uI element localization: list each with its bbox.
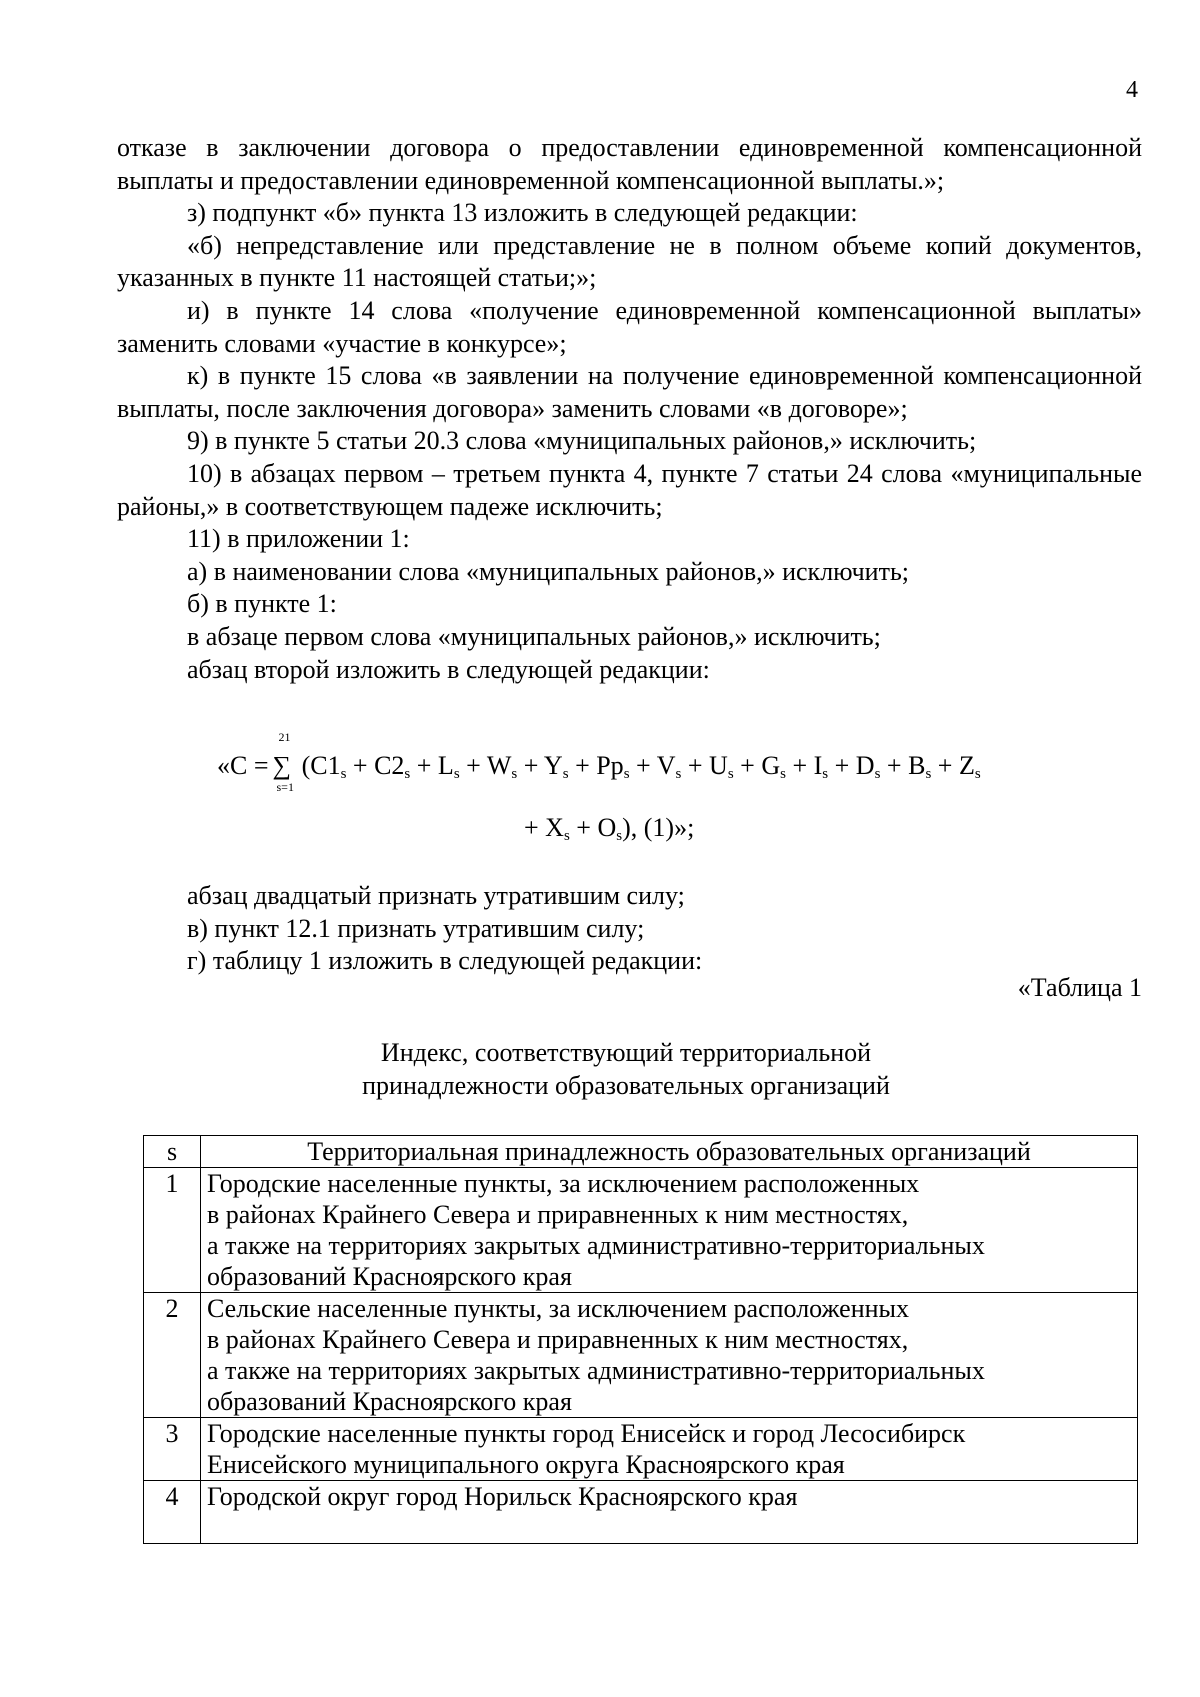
paragraph: отказе в заключении договора о предоставлении единовременной компенсационной выплаты и предоставлении единовременной компенсационной выплаты.»; (117, 133, 1142, 195)
paragraph: а) в наименовании слова «муниципальных районов,» исключить; (187, 556, 910, 586)
formula-terms (295, 751, 981, 780)
formula-subscript: s (340, 766, 347, 782)
formula-suffix: ), (1)»; (622, 813, 695, 842)
formula-term: + W (459, 751, 512, 780)
cell-text-line: Городские населенные пункты город Енисейск и город Лесосибирск (207, 1419, 966, 1448)
table-caption: «Таблица 1 (1017, 973, 1142, 1002)
table-title-line: принадлежности образовательных организаций (362, 1071, 890, 1100)
paragraph: в) пункт 12.1 признать утратившим силу; (187, 913, 645, 943)
formula-subscript: s (925, 766, 932, 782)
formula-terms (524, 813, 622, 842)
formula-subscript: s (822, 766, 829, 782)
formula-subscript: s (874, 766, 881, 782)
paragraph: б) в пункте 1: (187, 589, 337, 619)
cell-index: 3 (144, 1418, 201, 1481)
formula-prefix: «C = (217, 751, 269, 780)
cell-territory (201, 1418, 1138, 1481)
paragraph: 9) в пункте 5 статьи 20.3 слова «муниципальных районов,» исключить; (187, 426, 977, 456)
document-body-continued (117, 880, 1142, 978)
formula-term: + Pp (568, 751, 624, 780)
paragraph: «б) непредставление или представление не в полном объеме копий документов, указанных в пункте 11 настоящей статьи;»; (117, 230, 1142, 293)
cell-index: 4 (144, 1481, 201, 1544)
cell-text-line: в районах Крайнего Севера и приравненных к ним местностях, (207, 1325, 909, 1354)
paragraph: 10) в абзацах первом – третьем пункта 4, пункте 7 статьи 24 слова «муниципальные районы,» в соответствующем падеже исключить; (117, 458, 1142, 521)
table-row (144, 1293, 1138, 1418)
formula-term: + L (410, 751, 454, 780)
paragraph: и) в пункте 14 слова «получение единовременной компенсационной выплаты» заменить словами «участие в конкурсе»; (117, 295, 1142, 358)
cell-territory (201, 1481, 1138, 1544)
cell-text-line: Енисейского муниципального округа Красноярского края (207, 1450, 845, 1479)
table-title-line: Индекс, соответствующий территориальной (380, 1038, 872, 1067)
formula-subscript: s (623, 766, 630, 782)
cell-text-line: Сельские населенные пункты, за исключением расположенных (207, 1294, 909, 1323)
sum-sign: ∑ 21 s=1 (272, 730, 294, 794)
column-header-s: s (144, 1136, 201, 1168)
paragraph: абзац двадцатый признать утратившим силу; (187, 881, 685, 910)
formula-subscript: s (404, 766, 411, 782)
column-header-territory: Территориальная принадлежность образовательных организаций (201, 1136, 1138, 1168)
formula-term: + Z (931, 751, 975, 780)
formula-term: (C1 (295, 751, 341, 780)
formula-term: + X (524, 813, 564, 842)
formula-term: + I (785, 751, 823, 780)
formula-term: + D (828, 751, 875, 780)
formula-subscript: s (780, 766, 786, 782)
cell-text-line: а также на территориях закрытых административно-территориальных (207, 1356, 985, 1385)
formula-term: + B (880, 751, 926, 780)
formula-line-2 (524, 815, 694, 844)
table-row (144, 1168, 1138, 1293)
formula-term: + U (681, 751, 728, 780)
formula-term: + Y (517, 751, 563, 780)
formula-line-1 (217, 730, 981, 794)
formula-subscript: s (727, 766, 734, 782)
page-number: 4 (1126, 77, 1138, 103)
formula-term: + O (569, 813, 617, 842)
table-header-row (144, 1136, 1138, 1168)
document-body (117, 132, 1142, 686)
cell-text-line: в районах Крайнего Севера и приравненных к ним местностях, (207, 1200, 909, 1229)
paragraph: к) в пункте 15 слова «в заявлении на получение единовременной компенсационной выплаты, после заключения договора» заменить словами «в договоре»; (117, 361, 1142, 423)
formula-subscript: s (675, 766, 682, 782)
paragraph: абзац второй изложить в следующей редакции: (187, 654, 710, 684)
cell-text-line: образований Красноярского края (207, 1387, 572, 1416)
paragraph: в абзаце первом слова «муниципальных районов,» исключить; (187, 621, 881, 651)
formula-subscript: s (616, 828, 623, 844)
paragraph: з) подпункт «б» пункта 13 изложить в следующей редакции: (187, 198, 858, 228)
sum-lower-limit: s=1 (276, 780, 294, 794)
cell-text-line: Городской округ город Норильск Красноярского края (207, 1482, 798, 1511)
index-table (143, 1135, 1138, 1544)
cell-index: 2 (144, 1293, 201, 1418)
paragraph: г) таблицу 1 изложить в следующей редакции: (187, 946, 703, 976)
formula-term: + V (629, 751, 676, 780)
formula-term: + G (733, 751, 781, 780)
cell-territory (201, 1168, 1138, 1293)
cell-text-line: Городские населенные пункты, за исключением расположенных (207, 1169, 920, 1198)
table-row (144, 1418, 1138, 1481)
cell-index: 1 (144, 1168, 201, 1293)
formula-subscript: s (563, 828, 570, 844)
sum-upper-limit: 21 (278, 730, 291, 744)
table-title (0, 1036, 1200, 1102)
cell-territory (201, 1293, 1138, 1418)
formula-subscript: s (453, 766, 460, 782)
paragraph: 11) в приложении 1: (187, 524, 410, 554)
cell-text-line: образований Красноярского края (207, 1262, 572, 1291)
formula-subscript: s (974, 766, 981, 782)
table-row (144, 1481, 1138, 1544)
cell-text-line: а также на территориях закрытых административно-территориальных (207, 1231, 985, 1260)
formula-subscript: s (562, 766, 569, 782)
formula-subscript: s (511, 766, 518, 782)
formula-term: + C2 (346, 751, 405, 780)
